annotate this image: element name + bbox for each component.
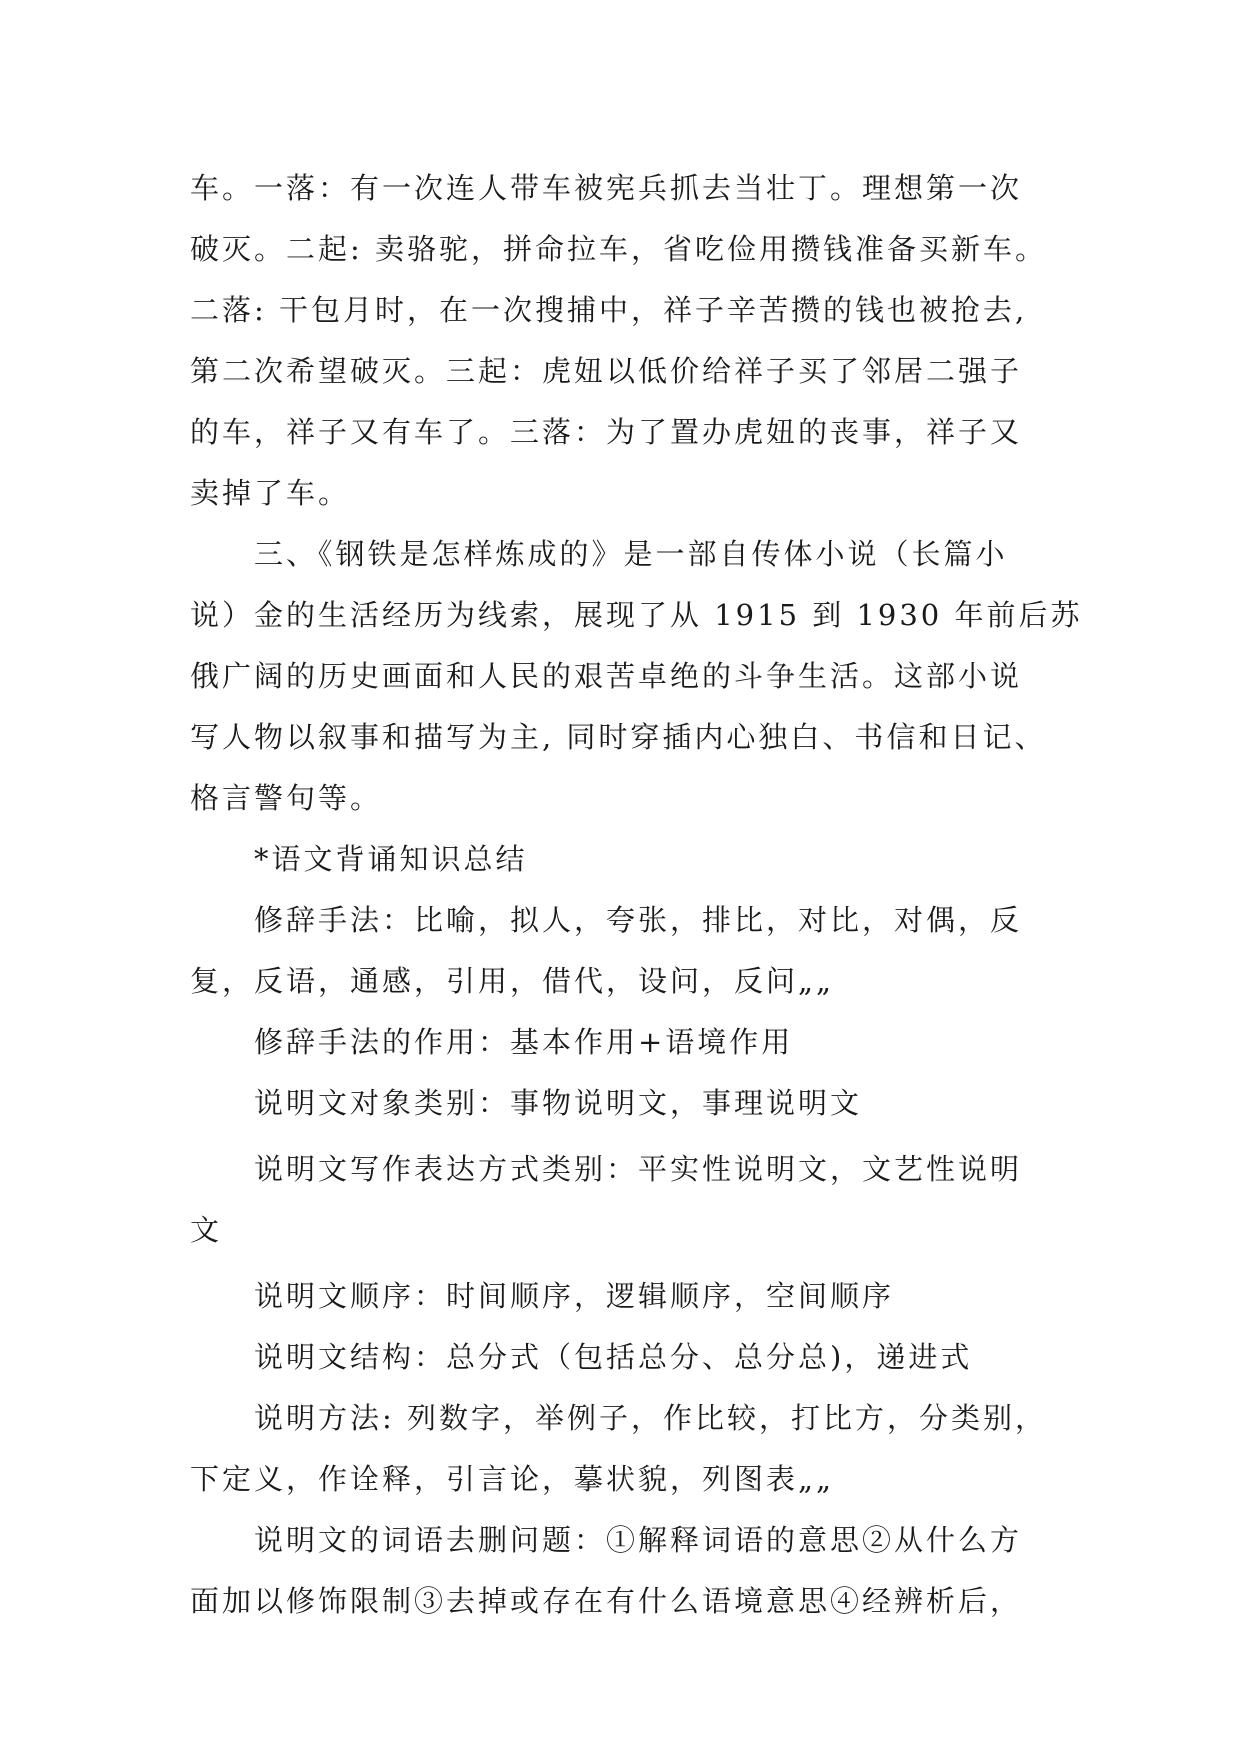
paragraph — [190, 158, 1070, 524]
paragraph — [190, 829, 1070, 890]
text-line: 说明方法: 列数字，举例子，作比较，打比方，分类别， — [254, 1401, 1047, 1435]
paragraph — [190, 1139, 1070, 1261]
text-line: 第二次希望破灭。三起：虎妞以低价给祥子买了邻居二强子 — [190, 354, 1023, 388]
text-line: 说）金的生活经历为线索，展现了从 1915 到 1930 年前后苏 — [190, 598, 1083, 632]
text-line: 下定义，作诠释，引言论，摹状貌，列图表„„ — [190, 1462, 835, 1496]
paragraph — [190, 1327, 1070, 1388]
paragraph — [190, 1266, 1070, 1327]
text-line: 修辞手法：比喻，拟人，夸张，排比，对比，对偶，反 — [254, 903, 1023, 937]
paragraph — [190, 1510, 1070, 1632]
paragraph — [190, 1012, 1070, 1073]
text-line: 说明文结构：总分式（包括总分、总分总)，递进式 — [254, 1340, 973, 1374]
text-line: 说明文顺序：时间顺序，逻辑顺序，空间顺序 — [254, 1279, 895, 1313]
text-line: 说明文写作表达方式类别：平实性说明文，文艺性说明 — [254, 1152, 1023, 1186]
text-line: 的车，祥子又有车了。三落：为了置办虎妞的丧事，祥子又 — [190, 415, 1023, 449]
paragraph — [190, 1073, 1070, 1134]
text-line: 复，反语，通感，引用，借代，设问，反问„„ — [190, 964, 835, 998]
text-line: 说明文对象类别：事物说明文，事理说明文 — [254, 1086, 863, 1120]
paragraph — [190, 524, 1083, 829]
text-line: 写人物以叙事和描写为主, 同时穿插内心独白、书信和日记、 — [190, 720, 1047, 754]
text-line: 修辞手法的作用：基本作用+语境作用 — [254, 1025, 794, 1059]
text-line: 车。一落：有一次连人带车被宪兵抓去当壮丁。理想第一次 — [190, 171, 1023, 205]
text-line: 面加以修饰限制③去掉或存在有什么语境意思④经辨析后， — [190, 1584, 1023, 1618]
text-line: 破灭。二起: 卖骆驼，拼命拉车，省吃俭用攒钱准备买新车。 — [190, 232, 1047, 266]
text-line: 三、《钢铁是怎样炼成的》是一部自传体小说（长篇小 — [254, 537, 1008, 571]
document-body — [190, 158, 1083, 1632]
text-line: 文 — [190, 1213, 223, 1247]
text-line: 二落: 干包月时，在一次搜捕中，祥子辛苦攒的钱也被抢去, — [190, 293, 1028, 327]
text-line: 俄广阔的历史画面和人民的艰苦卓绝的斗争生活。这部小说 — [190, 659, 1023, 693]
paragraph — [190, 890, 1070, 1012]
text-line: 说明文的词语去删问题：①解释词语的意思②从什么方 — [254, 1523, 1023, 1557]
text-line: 卖掉了车。 — [190, 476, 351, 510]
paragraph — [190, 1388, 1070, 1510]
text-line: *语文背诵知识总结 — [254, 842, 528, 876]
text-line: 格言警句等。 — [190, 781, 383, 815]
